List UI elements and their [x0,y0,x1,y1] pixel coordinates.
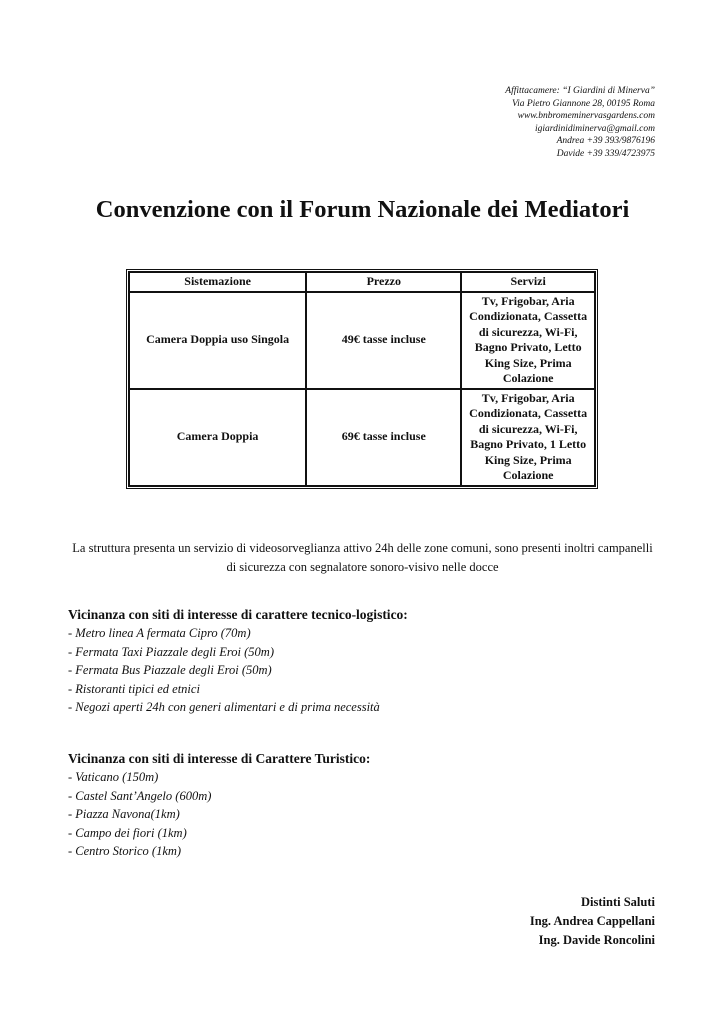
letterhead-email: igiardinidiminerva@gmail.com [534,123,655,134]
column-header-prezzo: Prezzo [306,272,461,292]
list-item: - Fermata Taxi Piazzale degli Eroi (50m) [68,644,274,659]
closing-greeting: Distinti Saluti [581,895,655,909]
section-technical-logistics [68,605,408,717]
section-heading: Vicinanza con siti di interesse di carattere tecnico-logistico: [68,607,408,622]
signature-block [530,893,655,950]
letterhead-phone-andrea: Andrea +39 393/9876196 [556,136,655,146]
price-cell: 69€ tasse incluse [306,389,461,486]
column-header-sistemazione: Sistemazione [129,272,306,292]
rooms-table [128,271,596,487]
list-item: - Fermata Bus Piazzale degli Eroi (50m) [68,663,272,677]
room-type-cell: Camera Doppia uso Singola [129,292,306,389]
room-type-cell: Camera Doppia [129,389,306,486]
section-tourist-sites [68,749,370,861]
list-item: - Ristoranti tipici ed etnici [68,681,200,696]
letterhead-website: www.bnbromeminervasgardens.com [517,111,655,121]
list-item: - Metro linea A fermata Cipro (70m) [68,626,251,640]
document-title: Convenzione con il Forum Nazionale dei Mediatori [95,196,630,223]
signatory-name: Ing. Andrea Cappellani [529,914,655,928]
price-cell: 49€ tasse incluse [306,292,461,389]
table-header-row [129,272,595,292]
table-row [129,389,595,486]
signatory-name: Ing. Davide Roncolini [538,933,655,947]
table-row [129,292,595,389]
list-item: - Piazza Navona(1km) [68,807,180,821]
services-cell: Tv, Frigobar, Aria Condizionata, Cassetta di sicurezza, Wi-Fi, Bagno Privato, 1 Letto King Size, Prima Colazione [461,389,595,486]
section-heading: Vicinanza con siti di interesse di Carattere Turistico: [68,751,371,766]
list-item: - Campo dei fiori (1km) [68,825,187,840]
list-item: - Centro Storico (1km) [68,844,182,858]
letterhead-address: Via Pietro Giannone 28, 00195 Roma [511,98,655,109]
list-item: - Vaticano (150m) [68,770,159,784]
list-item: - Negozi aperti 24h con generi alimentari e di prima necessità [68,700,380,714]
column-header-servizi: Servizi [461,272,595,292]
services-cell: Tv, Frigobar, Aria Condizionata, Cassetta di sicurezza, Wi-Fi, Bagno Privato, Letto King Size, Prima Colazione [461,292,595,389]
letterhead-business-name: Affittacamere: “I Giardini di Minerva” [505,86,655,96]
list-item: - Castel Sant’Angelo (600m) [68,788,212,803]
letterhead-phone-davide: Davide +39 339/4723975 [556,148,655,159]
letterhead [505,85,655,160]
security-note: La struttura presenta un servizio di videosorveglianza attivo 24h delle zone comuni, sono presenti inoltri campanelli di sicurezza con segnalatore sonoro-visivo nelle docce [72,541,653,574]
